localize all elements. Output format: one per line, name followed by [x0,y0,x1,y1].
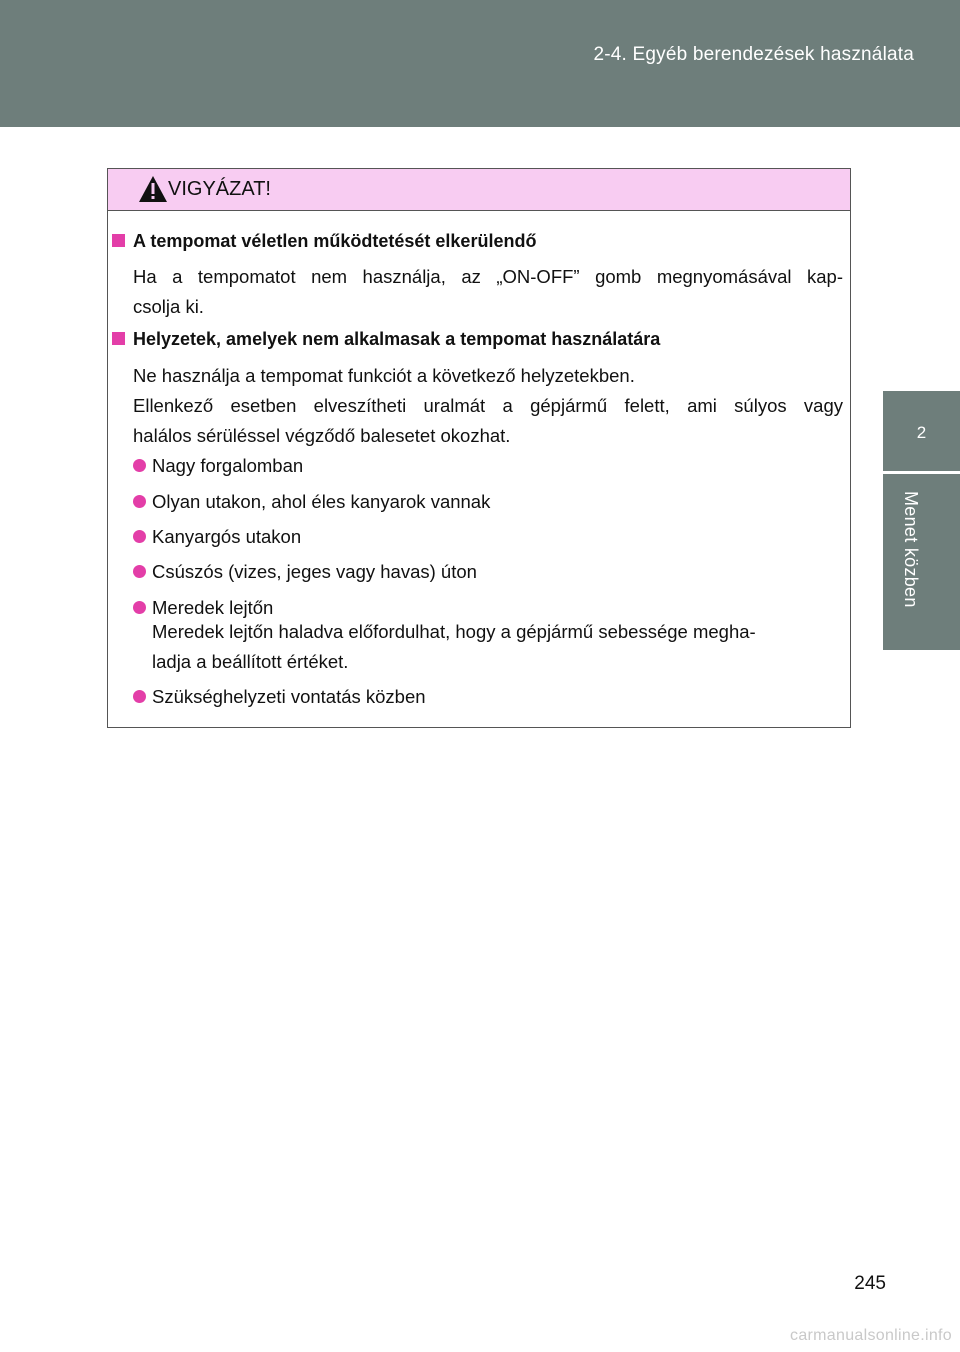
warning-title: VIGYÁZAT! [168,178,271,200]
circle-bullet-icon [133,565,146,578]
section-heading: A tempomat véletlen működtetését elkerülendő [112,231,536,252]
list-item: Olyan utakon, ahol éles kanyarok vannak [133,487,490,517]
paragraph-line: halálos sérüléssel végződő balesetet okozhat. [133,425,511,446]
section-paragraph [133,361,843,451]
section-heading: Helyzetek, amelyek nem alkalmasak a tempomat használatára [112,329,660,350]
circle-bullet-icon [133,495,146,508]
list-item-detail [152,617,843,677]
square-bullet-icon [112,332,125,345]
list-item: Csúszós (vizes, jeges vagy havas) úton [133,557,477,587]
watermark: carmanualsonline.info [790,1327,952,1344]
circle-bullet-icon [133,459,146,472]
side-tab-divider [883,471,960,474]
square-bullet-icon [112,234,125,247]
section-title: 2-4. Egyéb berendezések használata [593,44,914,65]
list-item: Szükséghelyzeti vontatás közben [133,682,426,712]
paragraph-line: Ne használja a tempomat funkciót a következő helyzetekben. [133,365,635,386]
circle-bullet-icon [133,601,146,614]
list-item: Meredek lejtőn [133,593,273,623]
header-bar [0,0,960,127]
paragraph-line: Ellenkező esetben elveszítheti uralmát a gépjármű felett, ami súlyos vagy [133,395,843,416]
chapter-label: Menet közben [901,491,921,608]
warning-box [107,168,851,728]
warning-header [108,169,850,211]
detail-line: Meredek lejtőn haladva előfordulhat, hogy a gépjármű sebessége megha- [152,621,756,642]
chapter-side-tab [883,391,960,650]
chapter-number: 2 [916,423,927,442]
section-paragraph [133,262,843,322]
paragraph-line: csolja ki. [133,296,204,317]
warning-triangle-icon [138,175,168,203]
page-number: 245 [854,1273,886,1294]
detail-line: ladja a beállított értéket. [152,651,349,672]
circle-bullet-icon [133,530,146,543]
list-item: Nagy forgalomban [133,451,303,481]
circle-bullet-icon [133,690,146,703]
paragraph-line: Ha a tempomatot nem használja, az „ON-OFF” gomb megnyomásával kap- [133,266,843,287]
list-item: Kanyargós utakon [133,522,301,552]
